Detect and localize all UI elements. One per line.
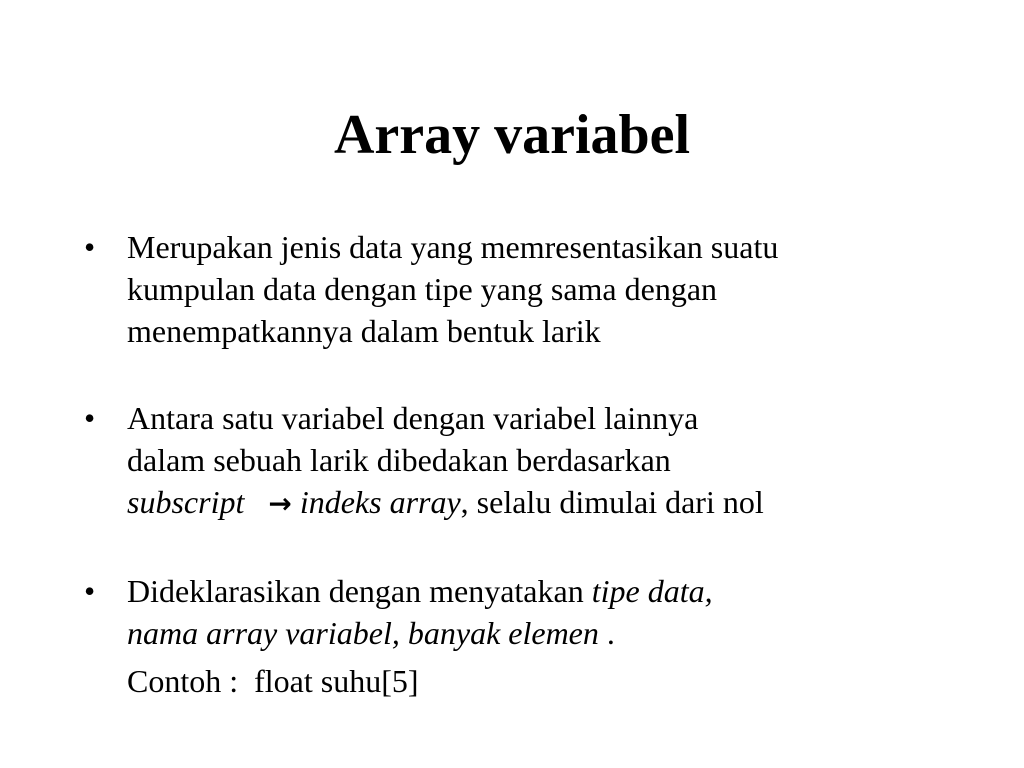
bullet-text-rest: , selalu dimulai dari nol	[460, 484, 764, 520]
bullet-item	[84, 570, 964, 702]
bullet-text-line: Antara satu variabel dengan variabel lainnya	[127, 400, 699, 436]
bullet-item	[84, 397, 964, 525]
italic-text: nama array variabel, banyak elemen	[127, 615, 599, 651]
bullet-text-line	[127, 481, 964, 525]
bullet-text-line	[127, 570, 964, 612]
bullet-icon: •	[84, 573, 96, 609]
bullet-text-prefix: Dideklarasikan dengan menyatakan	[127, 573, 592, 609]
bullet-list	[84, 226, 964, 702]
bullet-item	[84, 226, 964, 352]
bullet-text-suffix: .	[598, 615, 615, 651]
arrow-right-icon: →	[268, 487, 292, 520]
code-example: Contoh : float suhu[5]	[127, 663, 419, 699]
bullet-icon: •	[84, 229, 96, 265]
bullet-text-line: dalam sebuah larik dibedakan berdasarkan	[127, 442, 671, 478]
bullet-text-line: Merupakan jenis data yang memresentasikan suatu	[127, 229, 779, 265]
italic-text: tipe data,	[591, 573, 713, 609]
slide-title: Array variabel	[333, 104, 691, 166]
term-subscript: subscript	[127, 484, 245, 520]
bullet-text-line	[127, 612, 964, 654]
bullet-text-line: menempatkannya dalam bentuk larik	[127, 313, 601, 349]
bullet-icon: •	[84, 400, 96, 436]
term-indeks-array: indeks array	[299, 484, 461, 520]
bullet-text-line: kumpulan data dengan tipe yang sama dengan	[127, 271, 718, 307]
